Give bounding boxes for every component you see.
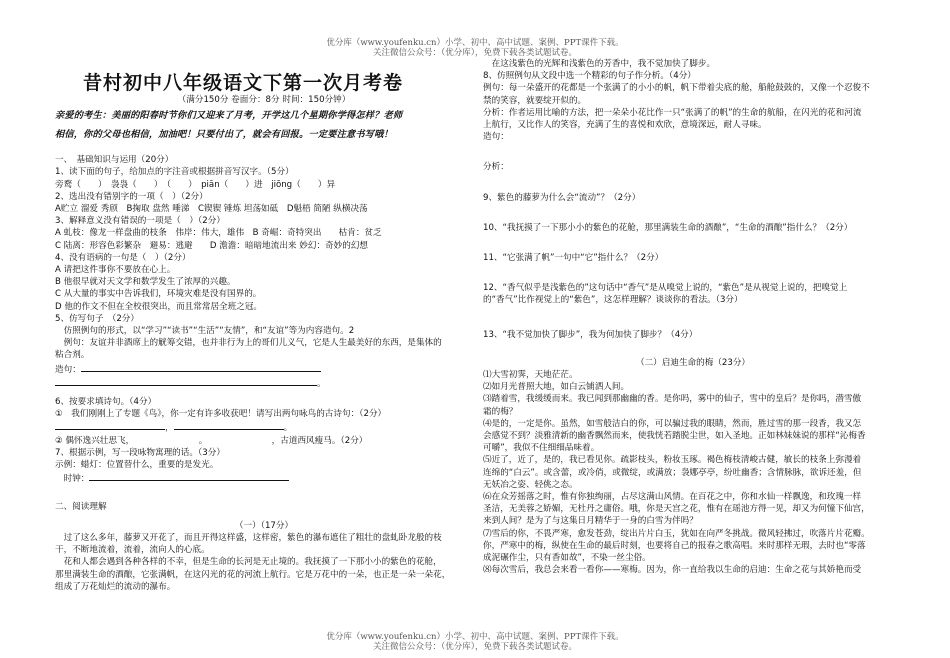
- exam-title: 昔村初中八年级语文下第一次月考卷: [83, 72, 404, 94]
- left-column: [55, 72, 473, 593]
- question-text: 9、紫色的藤萝为什么会“流动”？（2分）: [483, 192, 641, 203]
- passage-text: ⑸近了，近了，是的，我已看见你。疏影枝头，粉妆玉琢。褐色梅枝清峻古健，敏长的枝条上弥漫着: [483, 455, 862, 466]
- right-column: [483, 58, 903, 577]
- question-text: 10、“我抚摸了一下那小小的紫色的花舱，那里满装生命的酒酿”，“生命的酒酿”指什么？（2分）: [483, 222, 853, 233]
- passage-text: ⑵如月光普照大地，如白云铺洒人间。: [483, 382, 630, 393]
- header-watermark-bottom: [0, 632, 950, 652]
- question-text: 2、选出没有错别字的一项（ ）（2分）: [55, 191, 208, 202]
- header-line: 关注微信公众号：（优分库），免费下载各类试题试卷。: [372, 642, 577, 652]
- passage-text: 可嚼”，我似不住细细品味着。: [483, 443, 600, 454]
- question-text: 上航行，又比作人的笑容，充满了生的喜悦和欢欣，意境深远，耐人寻味。: [483, 120, 767, 131]
- passage-text: 那里满装生命的酒酿，它张满帆，在这闪光的花的河流上航行。它是万花中的一朵，也正是一朵一朵花，: [55, 569, 451, 580]
- passage-text: ⑶踏着雪，我缓缓而来。我已闻到那幽幽的香。是你吗，雾中的仙子，雪中的皇后？是你吗，潜雪傲: [483, 394, 862, 405]
- question-text: 禁的笑容，就要绽开似的。: [483, 95, 587, 106]
- answer-line: 造句：: [483, 132, 509, 143]
- question-text: 12、“香气似乎是浅紫色的”这句话中“香气”是从嗅觉上说的，“紫色”是从视觉上说的，把嗅觉上: [483, 283, 848, 294]
- question-text: 3、解释意义没有错误的一项是（ ）（2分）: [55, 216, 225, 227]
- passage-heading: （二）启迪生命的梅（23分）: [635, 357, 751, 368]
- question-text: 1、读下面的句子，给加点的字注音或根据拼音写汉字。（5分）: [55, 167, 294, 178]
- passage-heading: （一）（17分）: [234, 520, 294, 531]
- passage-text: 过了这么多年，藤萝又开花了，而且开得这样盛，这样密，紫色的瀑布遮住了粗壮的盘虬卧龙般的枝: [55, 532, 442, 543]
- question-text: 的“香气”比作视觉上的“紫色”，这怎样理解？谈谈你的看法。（3分）: [483, 295, 743, 306]
- header-line: 优分库（www.youfenku.cn）小学、初中、高中试题、案例、PPT课件下载。: [326, 632, 624, 642]
- question-text: 仿照例句的形式，以“学习”“读书”“生活”“友情”，和“友谊”等为内容造句。2: [55, 326, 355, 337]
- passage-text: 会感觉不到？淡雅清新的幽香飘然而来，使我恍若踏脱尘世，如入圣地。正如林妹妹说的那样“沁梅香: [483, 431, 866, 442]
- question-text: 例句：每一朵盛开的花都是一个张满了的小小的帆，帆下带着尖底的舱，船舱鼓鼓的，又像一个忍俊不: [483, 83, 870, 94]
- passage-text: 干，不断地流着，流着，流向人的心底。: [55, 545, 210, 556]
- answer-line: 。: [55, 376, 473, 390]
- question-text: 粘合剂。: [55, 350, 90, 361]
- question-text: 8、仿照例句从文段中选一个精彩的句子作分析。（4分）: [483, 71, 696, 82]
- question-text: ① 我们刚刚上了专题《鸟》，你一定有许多收获吧！请写出两句咏鸟的古诗句：（2分）: [55, 409, 387, 420]
- question-text: B 他很早就对天文学和数学发生了浓厚的兴趣。: [55, 277, 236, 288]
- passage-text: 你，严寒中的梅，纵使在生命的最后时刻，也要将自己的报春之歌高唱。来时那样无瑕，去时也“零落: [483, 540, 866, 551]
- exam-meta: （满分150分 卷面分：8分 时间：150分钟）: [177, 95, 351, 105]
- question-text: 13、“我不觉加快了脚步”，我为何加快了脚步？（4分）: [483, 329, 698, 340]
- passage-text: ⑺雪后的你，不畏严寒，愈发苍劲，绽出片片白玉，犹如在向严冬挑战。微风轻拂过，吹落片片花瓣。: [483, 528, 870, 539]
- passage-text: 在这浅紫色的光辉和浅紫色的芳香中，我不觉加快了脚步。: [483, 59, 716, 69]
- question-text: D 他的作文不但在全校很突出，而且常常居全班之冠。: [55, 301, 263, 312]
- passage-text: 来到人间？是为了与这集日月精华于一身的白雪为伴吗？: [483, 516, 698, 527]
- question-text: 6、按要求填诗句。（4分）: [55, 397, 157, 408]
- header-line: 关注微信公众号：（优分库），免费下载各类试题试卷。: [372, 48, 577, 58]
- answer-line: 造句：: [55, 362, 473, 376]
- passage-text: ⑹在众芳摇落之时，惟有你独绚丽，占尽这满山风情。在百花之中，你和水仙一样飘逸，和玫瑰一样: [483, 492, 862, 503]
- exam-note-line: 相信，你的父母也相信，加油吧！只要付出了，就会有回报。一定要注意书写哦！: [55, 129, 393, 141]
- question-text: 4、没有语病的一句是（ ）（2分）: [55, 252, 191, 263]
- passage-text: 无妖冶之姿、轻佻之态。: [483, 479, 578, 490]
- section-heading: 二、阅读理解: [55, 502, 107, 513]
- question-text: ② 偶怀逸兴壮思飞， 。 ，古道西风瘦马。（2分）: [55, 435, 368, 446]
- answer-line: ， 。: [55, 420, 473, 434]
- passage-text: 霜的梅？: [483, 406, 518, 417]
- section-heading: 一、 基础知识与运用（20分）: [55, 155, 174, 166]
- question-text: A贮立 溜爱 秀颀 B掬取 盘然 唾涕 C锲锲 锤炼 坦荡如砥 D魁梧 简陋 纵横决荡: [55, 204, 368, 215]
- question-text: 5、仿写句子 （2分）: [55, 313, 139, 324]
- question-text: 分析：作者运用比喻的方法，把一朵朵小花比作一只“张满了的帆”的生命的航船，在闪光的花和河流: [483, 107, 862, 118]
- question-text: 11、“它张满了帆”一句中“它”指什么？（2分）: [483, 253, 664, 264]
- passage-text: 圣洁，无美蓉之娇媚，无杜丹之庸俗。哦，你是天宫之花，惟有在瑶池方得一见，却又为何憧下仙宫，: [483, 504, 870, 515]
- passage-text: 连绵的“白云”。或含蕾，或冷俏，或微绽，或满放；袅娜亭亭，纷吐幽香；含情脉脉，欲诉还羞，但: [483, 467, 862, 478]
- passage-text: ⑷是的，一定是你。虽然，如雪般洁白的你，可以骗过我的眼睛，然而，胜过雪的那一段香，我又怎: [483, 418, 862, 429]
- question-text: 7、根据示例，写一段咏物寓理的话。（3分）: [55, 447, 225, 458]
- passage-text: ⑻每次雪后，我总会来看一看你——寒梅。因为，你一直给我以生命的启迪：生命之花与其娇艳而受: [483, 565, 862, 576]
- question-text: 例句：友谊并非酒席上的觥筹交错，也并非行为上的哥们儿义气，它是人生最美好的东西，是集体的: [55, 338, 442, 349]
- question-text: C 从大量的事实中告诉我们，环境灾难是没有国界的。: [55, 289, 262, 300]
- question-text: 旁鹜（ ） 袅袅（ ） （ ） piān（ ）进 jiōng（ ）异: [55, 179, 336, 190]
- exam-note: [55, 106, 473, 144]
- passage-text: 花和人都会遇到各种各样的不幸，但是生命的长河是无止境的。我抚摸了一下那小小的紫色的花舱，: [55, 557, 442, 568]
- question-text: 示例：蜡灯：位置替什么，重要的是发光。: [55, 460, 219, 471]
- header-line: 优分库（www.youfenku.cn）小学、初中、高中试题、案例、PPT课件下载。: [326, 38, 624, 48]
- question-text: C 陆离：形容色彩繁杂 避易：逃避 D 澹澹：暗暗地流出来 妙幻：奇妙的幻想: [55, 240, 369, 251]
- passage-text: ⑴大雪初霁，天地茫茫。: [483, 370, 578, 381]
- exam-note-line: 亲爱的考生：美丽的阳春时节你们又迎来了月考，开学这几个星期你学得怎样？老师: [55, 110, 403, 122]
- question-text: A 请把这件事你不要放在心上。: [55, 265, 176, 276]
- passage-text: 组成了万花灿烂的流动的瀑布。: [55, 581, 176, 592]
- answer-line: 分析：: [483, 162, 509, 173]
- question-text: A 虬枝：像龙一样盘曲的枝条 伟岸：伟大，雄伟 B 奇崛：奇特突出 枯肯：贫乏: [55, 228, 382, 239]
- passage-text: 成泥碾作尘，只有香如故”，不染一丝尘俗。: [483, 553, 651, 564]
- answer-line: 时钟：: [55, 471, 473, 485]
- header-watermark-top: [0, 38, 950, 58]
